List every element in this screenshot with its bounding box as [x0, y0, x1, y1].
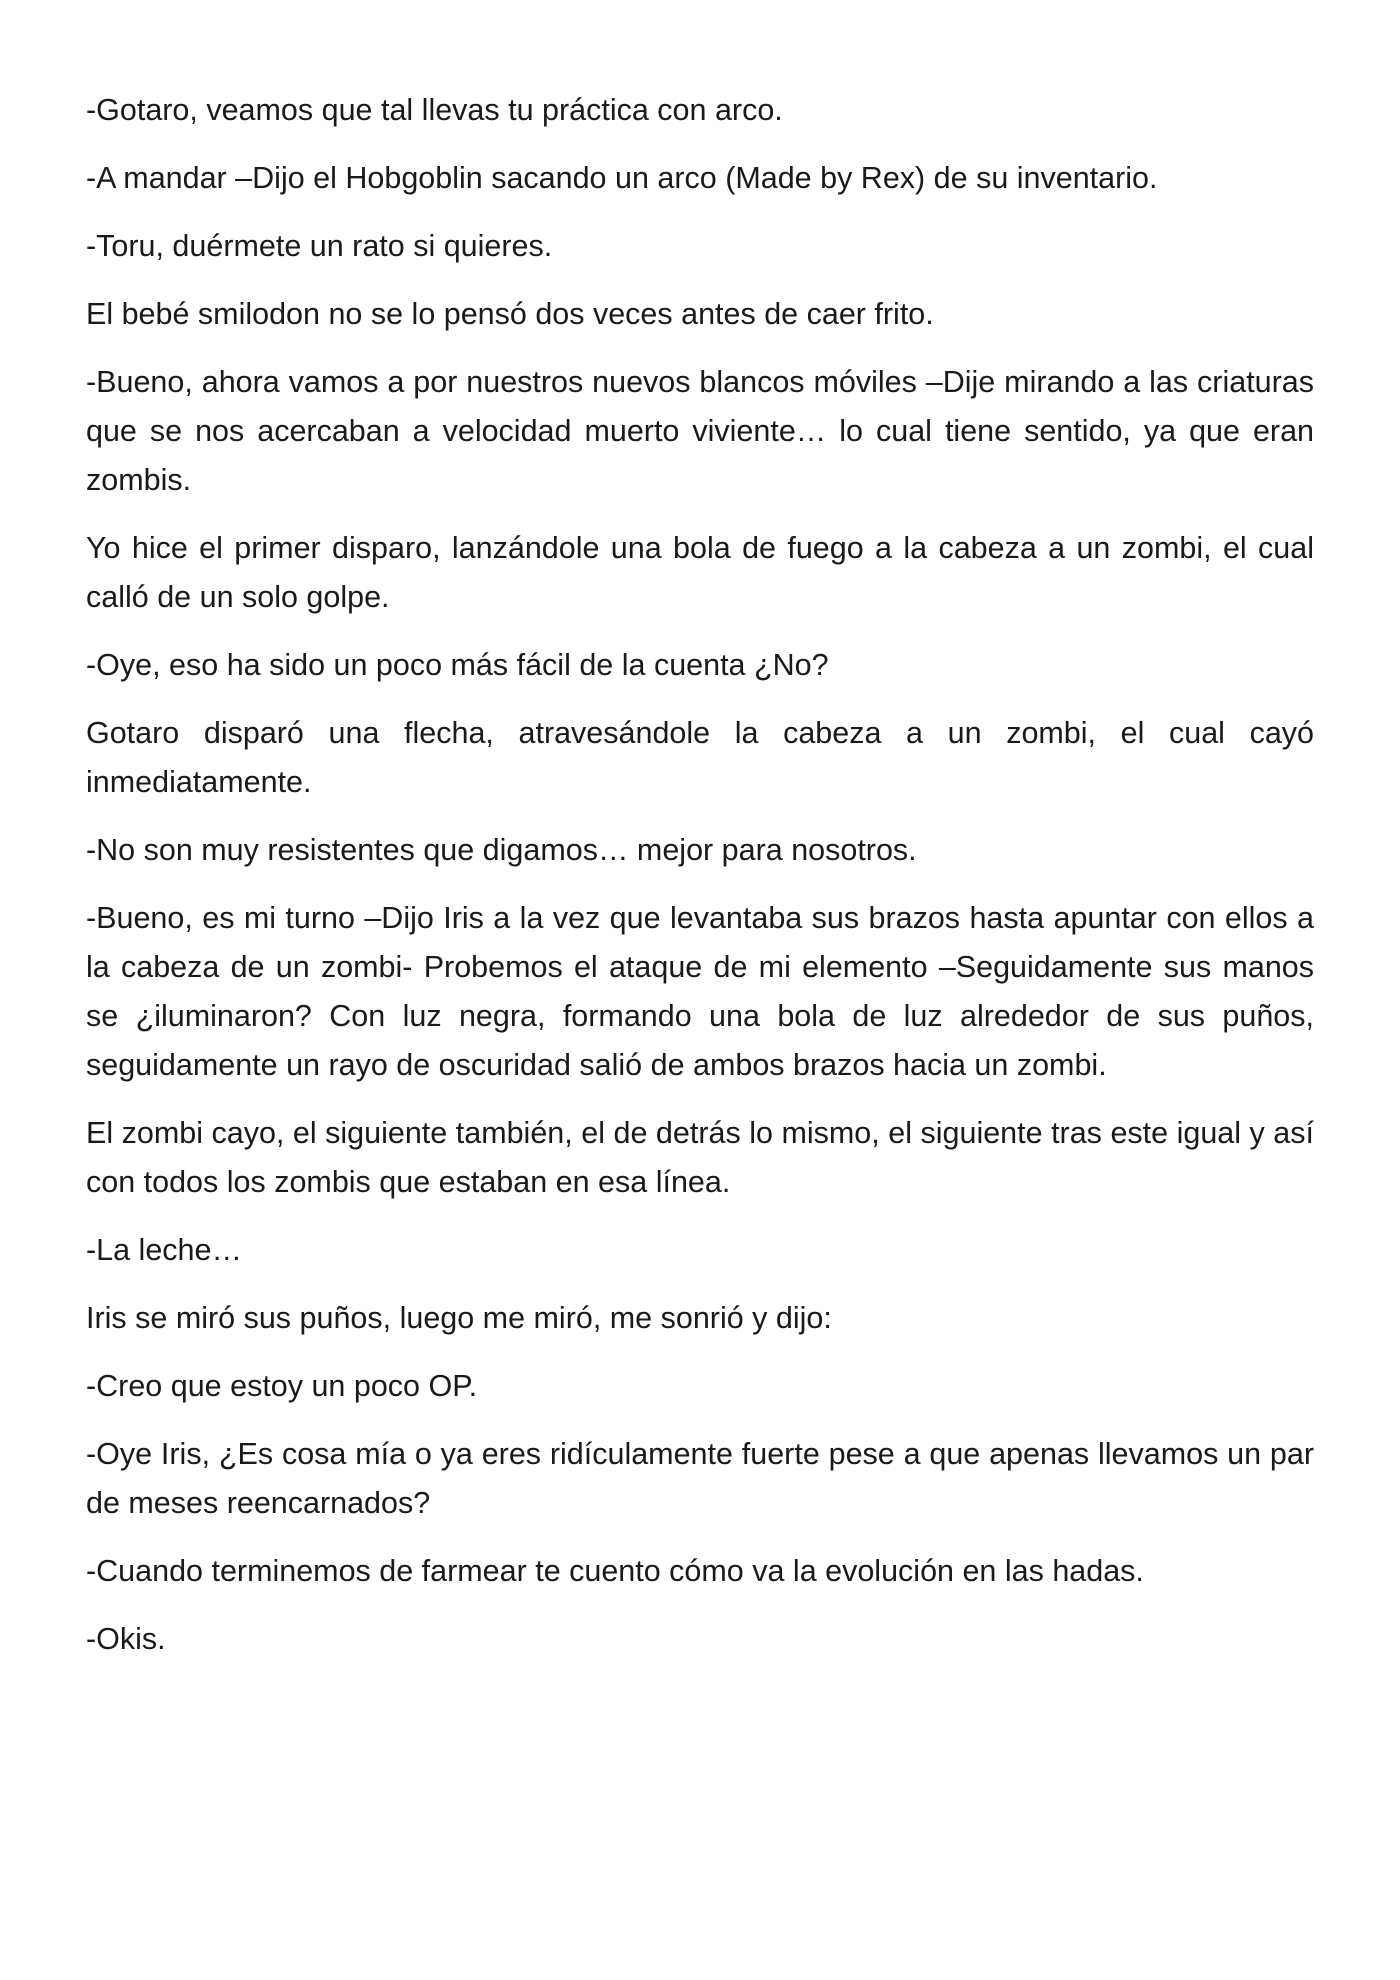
paragraph: -Creo que estoy un poco OP. — [86, 1369, 478, 1403]
paragraph: -Bueno, ahora vamos a por nuestros nuevos blancos móviles –Dije mirando a las criaturas que se nos acercaban a velocidad muerto viviente… lo cual tiene sentido, ya que eran zombis. — [86, 365, 1314, 497]
paragraph: Yo hice el primer disparo, lanzándole una bola de fuego a la cabeza a un zombi, el cual calló de un solo golpe. — [86, 531, 1314, 614]
paragraph: El bebé smilodon no se lo pensó dos veces antes de caer frito. — [86, 297, 934, 331]
paragraph: -Gotaro, veamos que tal llevas tu práctica con arco. — [86, 93, 783, 127]
paragraph: Iris se miró sus puños, luego me miró, me sonrió y dijo: — [86, 1301, 832, 1335]
paragraph: -No son muy resistentes que digamos… mejor para nosotros. — [86, 833, 917, 867]
paragraph: -Okis. — [86, 1622, 166, 1656]
paragraph: El zombi cayo, el siguiente también, el de detrás lo mismo, el siguiente tras este igual y así con todos los zombis que estaban en esa línea. — [86, 1116, 1314, 1199]
paragraph: -Oye, eso ha sido un poco más fácil de la cuenta ¿No? — [86, 648, 829, 682]
paragraph: -La leche… — [86, 1233, 242, 1267]
paragraph: -Oye Iris, ¿Es cosa mía o ya eres ridículamente fuerte pese a que apenas llevamos un par de meses reencarnados? — [86, 1437, 1314, 1520]
paragraph: -Cuando terminemos de farmear te cuento cómo va la evolución en las hadas. — [86, 1554, 1144, 1588]
paragraph: -A mandar –Dijo el Hobgoblin sacando un arco (Made by Rex) de su inventario. — [86, 161, 1158, 195]
document-page — [86, 86, 1314, 1683]
paragraph: -Toru, duérmete un rato si quieres. — [86, 229, 553, 263]
paragraph: Gotaro disparó una flecha, atravesándole la cabeza a un zombi, el cual cayó inmediatamente. — [86, 716, 1314, 799]
paragraph: -Bueno, es mi turno –Dijo Iris a la vez que levantaba sus brazos hasta apuntar con ellos a la cabeza de un zombi- Probemos el ataque de mi elemento –Seguidamente sus manos se ¿iluminaron? Con luz negra, formando una bola de luz alrededor de sus puños, seguidamente un rayo de oscuridad salió de ambos brazos hacia un zombi. — [86, 901, 1314, 1082]
